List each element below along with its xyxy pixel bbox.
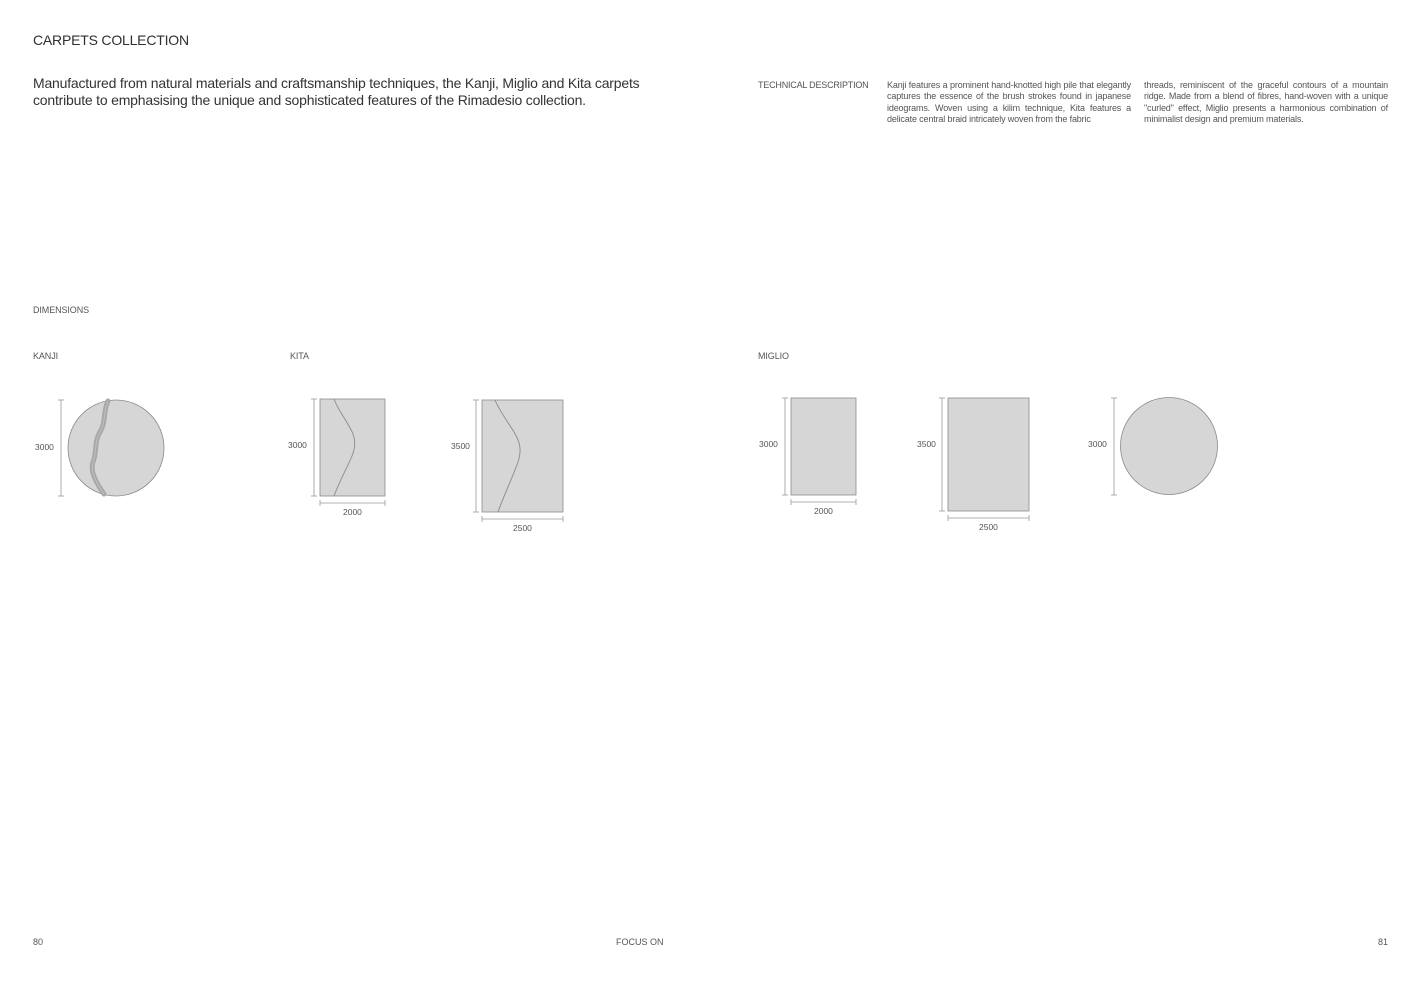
kita-large-height-label: 3500 <box>451 441 470 451</box>
miglio-large-drawing <box>917 398 1029 532</box>
kanji-round-drawing <box>35 400 164 496</box>
technical-description-column-1: Kanji features a prominent hand-knotted high pile that elegantly captures the essence of the brush strokes found in japanese ideograms. Woven using a kilim technique, Kita features a delicate central braid intricately woven from the fabric <box>887 80 1131 125</box>
page-number-left: 80 <box>33 937 44 947</box>
miglio-round-drawing <box>1088 398 1218 496</box>
kanji-carpet-shape <box>68 400 164 496</box>
kanji-label: KANJI <box>33 351 59 361</box>
miglio-label: MIGLIO <box>758 351 789 361</box>
miglio-round-carpet-shape <box>1121 398 1218 495</box>
kita-large-width-label: 2500 <box>513 523 532 533</box>
page-title: CARPETS COLLECTION <box>33 32 189 48</box>
kanji-height-label: 3000 <box>35 442 54 452</box>
kita-small-carpet-shape <box>320 399 385 496</box>
kita-small-height-label: 3000 <box>288 440 307 450</box>
technical-description-column-2: threads, reminiscent of the graceful contours of a mountain ridge. Made from a blend of fibres, hand-woven with a unique "curled" effect, Miglio presents a harmonious combination of minimalist design and premium materials. <box>1144 80 1388 125</box>
miglio-large-height-label: 3500 <box>917 439 936 449</box>
dimensions-label: DIMENSIONS <box>33 305 90 315</box>
kita-small-drawing <box>288 399 385 517</box>
miglio-small-carpet-shape <box>791 398 856 495</box>
intro-paragraph: Manufactured from natural materials and craftsmanship techniques, the Kanji, Miglio and Kita carpets contribute to emphasising the unique and sophisticated features of the Rimadesio collection. <box>33 75 640 108</box>
miglio-small-width-label: 2000 <box>814 506 833 516</box>
miglio-large-width-label: 2500 <box>979 522 998 532</box>
technical-description-label: TECHNICAL DESCRIPTION <box>758 80 869 90</box>
footer-section-title: FOCUS ON <box>616 937 664 947</box>
kita-small-width-label: 2000 <box>343 507 362 517</box>
miglio-large-carpet-shape <box>948 398 1029 511</box>
kita-large-drawing <box>451 400 563 533</box>
kita-label: KITA <box>290 351 309 361</box>
miglio-small-height-label: 3000 <box>759 439 778 449</box>
miglio-round-height-label: 3000 <box>1088 439 1107 449</box>
kita-large-carpet-shape <box>482 400 563 512</box>
page-number-right: 81 <box>1377 937 1388 947</box>
miglio-small-drawing <box>759 398 856 516</box>
